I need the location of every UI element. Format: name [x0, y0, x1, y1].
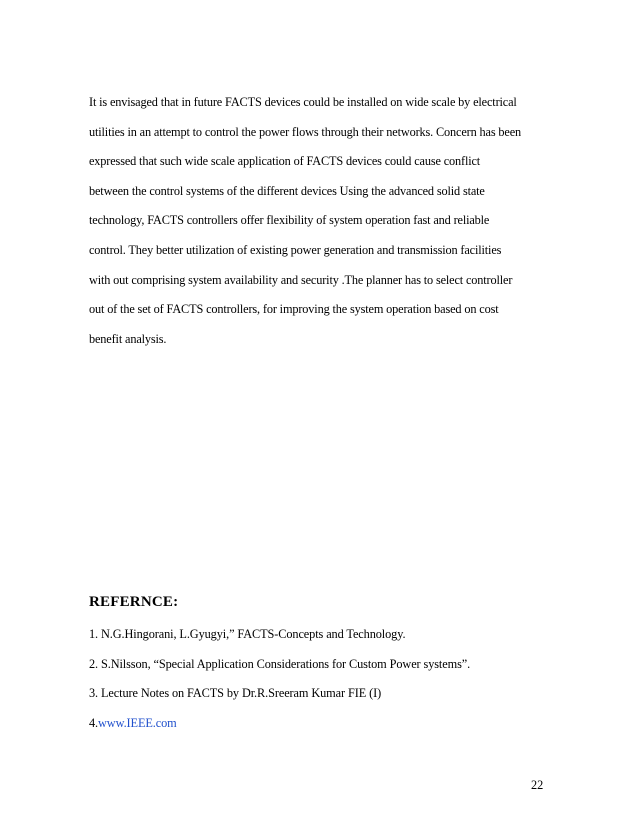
body-paragraph — [89, 92, 559, 358]
paragraph-line: utilities in an attempt to control the power flows through their networks. Concern has been — [89, 124, 522, 139]
paragraph-line: expressed that such wide scale application of FACTS devices could cause conflict — [89, 154, 481, 169]
reference-item: 2. S.Nilsson, “Special Application Considerations for Custom Power systems”. — [89, 656, 471, 671]
reference-item: 1. N.G.Hingorani, L.Gyugyi,” FACTS-Concepts and Technology. — [89, 627, 406, 641]
paragraph-line: control. They better utilization of existing power generation and transmission facilities — [89, 242, 502, 257]
paragraph-line: out of the set of FACTS controllers, for improving the system operation based on cost — [89, 302, 499, 317]
paragraph-line: benefit analysis. — [89, 331, 167, 346]
paragraph-line: It is envisaged that in future FACTS devices could be installed on wide scale by electrical — [89, 95, 517, 109]
paragraph-line: technology, FACTS controllers offer flexibility of system operation fast and reliable — [89, 213, 490, 228]
page-number: 22 — [531, 778, 544, 792]
reference-number: 4. — [89, 715, 99, 730]
references-heading: REFERNCE: — [89, 594, 179, 610]
paragraph-line: between the control systems of the different devices Using the advanced solid state — [89, 183, 485, 198]
references-section — [89, 592, 559, 730]
reference-item: 3. Lecture Notes on FACTS by Dr.R.Sreeram Kumar FIE (I) — [89, 686, 382, 700]
ieee-link[interactable]: www.IEEE.com — [98, 715, 177, 730]
references-list — [89, 624, 470, 742]
reference-item-link — [89, 713, 470, 743]
paragraph-line: with out comprising system availability and security .The planner has to select controller — [89, 272, 513, 287]
